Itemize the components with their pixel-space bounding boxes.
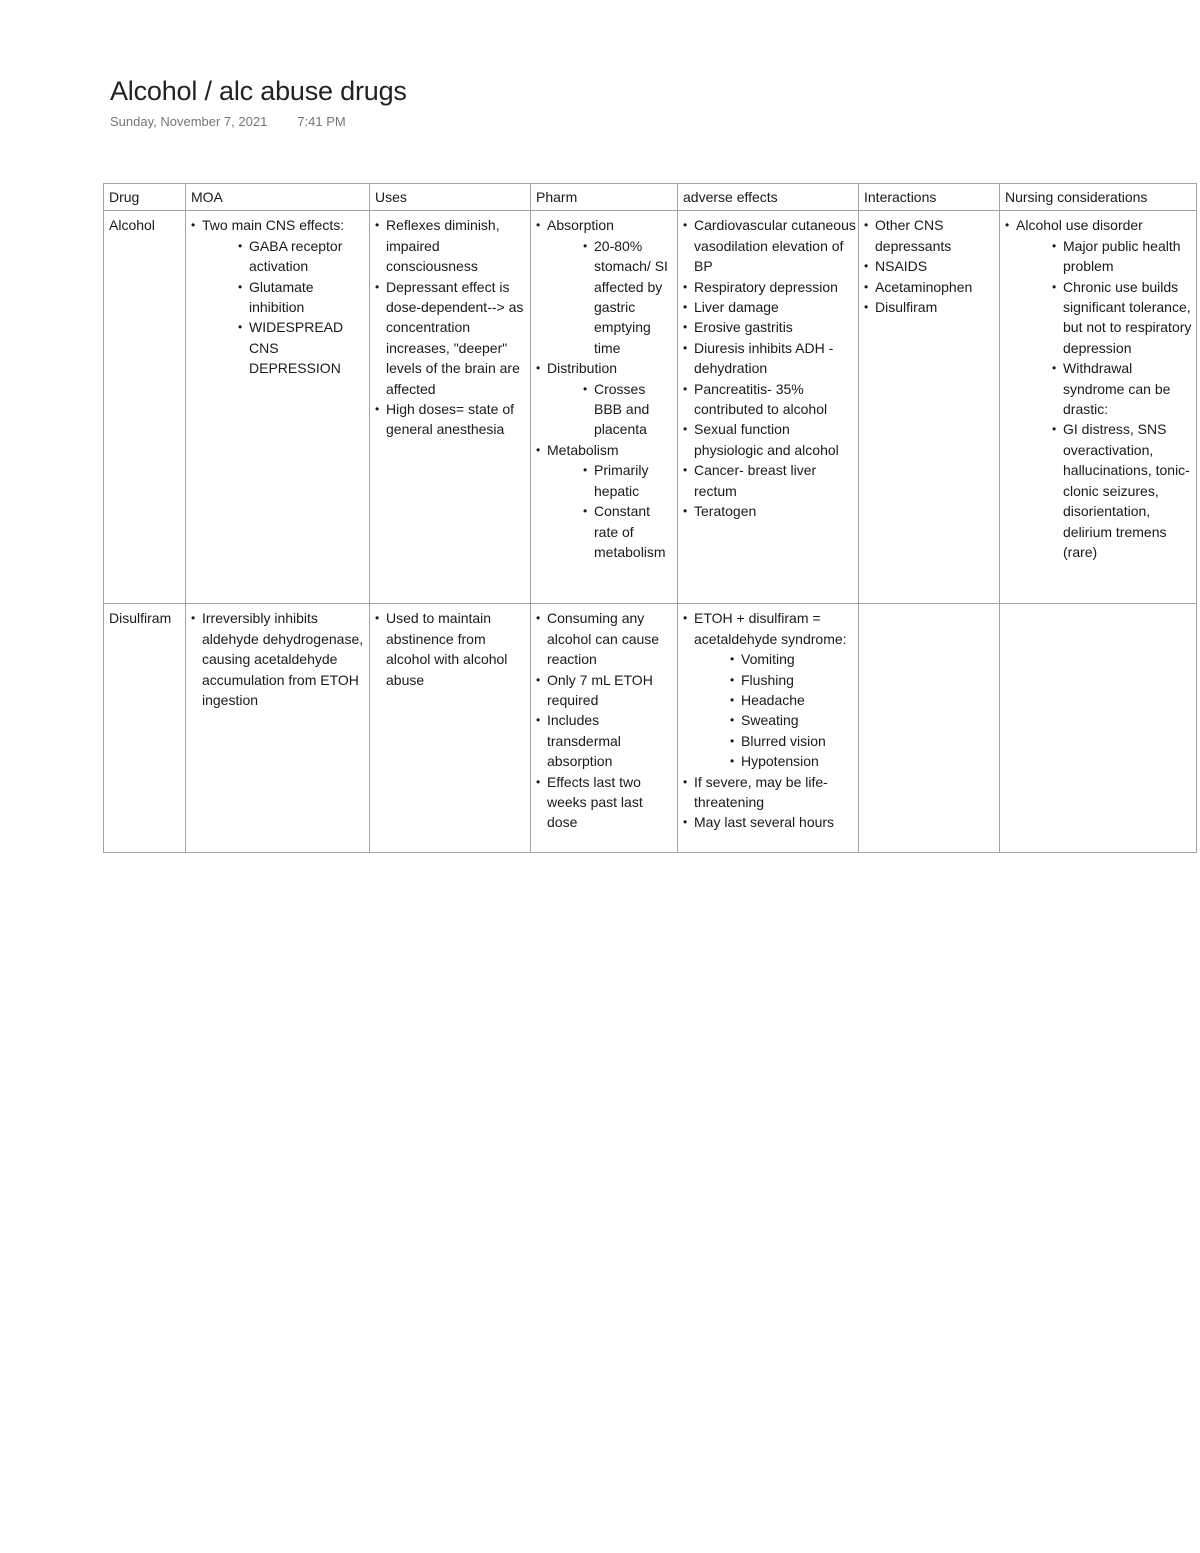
sub-bullet-item: • Crosses BBB and placenta xyxy=(583,379,675,440)
bullet-item xyxy=(536,710,675,771)
table-row xyxy=(104,211,1197,604)
bullet-item xyxy=(536,440,675,562)
table-header-row xyxy=(104,184,1197,211)
bullet-item xyxy=(683,608,856,771)
bullet-item xyxy=(683,379,856,420)
sub-bullet-item: • Vomiting xyxy=(730,649,856,669)
sub-bullet-item: • Constant rate of metabolism xyxy=(583,501,675,562)
bullet-item xyxy=(864,297,997,317)
nursing-cell[interactable] xyxy=(1000,604,1197,853)
sub-bullet-item: • Withdrawal syndrome can be drastic: xyxy=(1052,358,1194,419)
bullet-text: Includes transdermal absorption xyxy=(547,712,621,770)
bullet-list xyxy=(1005,215,1194,562)
bullet-text: NSAIDS xyxy=(875,258,928,275)
bullet-item xyxy=(683,317,856,337)
interactions-cell[interactable] xyxy=(859,604,1000,853)
bullet-item xyxy=(191,608,367,710)
bullet-item xyxy=(864,277,997,297)
bullet-list xyxy=(683,608,856,832)
bullet-text: Erosive gastritis xyxy=(694,319,793,336)
bullet-text: Consuming any alcohol can cause reaction xyxy=(547,610,660,668)
sub-bullet-item: • 20-80% stomach/ SI affected by gastric emptying time xyxy=(583,236,675,358)
sub-bullet-list xyxy=(238,236,367,379)
bullet-text: Diuresis inhibits ADH - dehydration xyxy=(694,339,834,377)
sub-bullet-list xyxy=(730,649,856,771)
bullet-item xyxy=(375,608,528,690)
bullet-text: Depressant effect is dose-dependent--> as concentration increases, "deeper" levels of the brain are affected xyxy=(386,278,524,397)
sub-bullet-item: • Major public health problem xyxy=(1052,236,1194,277)
sub-bullet-list xyxy=(1052,236,1194,563)
sub-bullet-list xyxy=(583,460,675,562)
moa-cell[interactable] xyxy=(186,604,370,853)
sub-bullet-item: • Headache xyxy=(730,690,856,710)
bullet-text: Pancreatitis- 35% contributed to alcohol xyxy=(694,380,828,418)
bullet-list xyxy=(191,215,367,378)
bullet-text: Irreversibly inhibits aldehyde dehydrogenase, causing acetaldehyde accumulation from ETOH ingestion xyxy=(202,610,364,709)
bullet-text: May last several hours xyxy=(694,814,835,831)
sub-bullet-item: • Flushing xyxy=(730,670,856,690)
bullet-text: Acetaminophen xyxy=(875,278,973,295)
sub-bullet-item: • Glutamate inhibition xyxy=(238,277,367,318)
bullet-text: Disulfiram xyxy=(875,299,938,316)
bullet-text: Respiratory depression xyxy=(694,278,838,295)
sub-bullet-item: • Chronic use builds significant tolerance, but not to respiratory depression xyxy=(1052,277,1194,359)
sub-bullet-item: • Blurred vision xyxy=(730,731,856,751)
sub-bullet-item: • Primarily hepatic xyxy=(583,460,675,501)
bullet-item xyxy=(683,812,856,832)
sub-bullet-item: • WIDESPREAD CNS DEPRESSION xyxy=(238,317,367,378)
bullet-text: Alcohol use disorder xyxy=(1016,217,1143,234)
bullet-item xyxy=(1005,215,1194,562)
bullet-item xyxy=(536,608,675,669)
header-cell[interactable]: Interactions xyxy=(859,184,1000,211)
bullet-text: Used to maintain abstinence from alcohol with alcohol abuse xyxy=(386,610,508,688)
drug-table xyxy=(103,183,1197,853)
uses-cell[interactable] xyxy=(370,211,531,604)
bullet-text: Metabolism xyxy=(547,441,619,458)
bullet-item xyxy=(683,277,856,297)
page-time: 7:41 PM xyxy=(297,114,346,129)
sub-bullet-item: • GABA receptor activation xyxy=(238,236,367,277)
bullet-item xyxy=(683,338,856,379)
bullet-list xyxy=(191,608,367,710)
table-row xyxy=(104,604,1197,853)
bullet-text: Reflexes diminish, impaired consciousness xyxy=(386,217,500,275)
bullet-item xyxy=(536,215,675,358)
bullet-text: Only 7 mL ETOH required xyxy=(547,671,653,709)
bullet-item xyxy=(375,277,528,399)
bullet-text: If severe, may be life-threatening xyxy=(694,773,828,811)
bullet-text: Cancer- breast liver rectum xyxy=(694,462,817,499)
bullet-text: High doses= state of general anesthesia xyxy=(386,401,515,438)
bullet-list xyxy=(536,608,675,832)
bullet-item xyxy=(683,215,856,276)
bullet-list xyxy=(375,608,528,690)
drug-cell[interactable]: Disulfiram xyxy=(104,604,186,853)
bullet-item xyxy=(191,215,367,378)
bullet-item xyxy=(683,501,856,521)
bullet-item xyxy=(683,460,856,501)
bullet-item xyxy=(536,670,675,711)
bullet-list xyxy=(375,215,528,439)
uses-cell[interactable] xyxy=(370,604,531,853)
header-cell[interactable]: adverse effects xyxy=(678,184,859,211)
pharm-cell[interactable] xyxy=(531,211,678,604)
page-date: Sunday, November 7, 2021 xyxy=(110,114,268,129)
bullet-item xyxy=(864,215,997,256)
sub-bullet-item: • Hypotension xyxy=(730,751,856,771)
bullet-list xyxy=(683,215,856,521)
bullet-text: Liver damage xyxy=(694,299,779,316)
sub-bullet-item: • GI distress, SNS overactivation, hallucinations, tonic-clonic seizures, disorientation, delirium tremens (rare) xyxy=(1052,419,1194,562)
bullet-list xyxy=(864,215,997,317)
bullet-text: ETOH + disulfiram = acetaldehyde syndrome: xyxy=(694,610,847,647)
header-cell[interactable]: Uses xyxy=(370,184,531,211)
header-cell[interactable]: Drug xyxy=(104,184,186,211)
pharm-cell[interactable] xyxy=(531,604,678,853)
bullet-item xyxy=(864,256,997,276)
bullet-item xyxy=(536,772,675,833)
bullet-text: Other CNS depressants xyxy=(875,217,952,254)
sub-bullet-list xyxy=(583,236,675,358)
bullet-item xyxy=(536,358,675,440)
bullet-text: Teratogen xyxy=(694,503,757,520)
page-timestamp xyxy=(110,114,346,129)
bullet-text: Distribution xyxy=(547,360,618,377)
nursing-cell[interactable] xyxy=(1000,211,1197,604)
header-cell[interactable]: Nursing considerations xyxy=(1000,184,1197,211)
adverse-effects-cell[interactable] xyxy=(678,604,859,853)
bullet-text: Sexual function physiologic and alcohol xyxy=(694,421,839,458)
bullet-text: Effects last two weeks past last dose xyxy=(547,773,643,831)
bullet-text: Absorption xyxy=(547,217,614,234)
bullet-item xyxy=(375,215,528,276)
adverse-effects-cell[interactable] xyxy=(678,211,859,604)
interactions-cell[interactable] xyxy=(859,211,1000,604)
page-title: Alcohol / alc abuse drugs xyxy=(110,76,407,106)
sub-bullet-list xyxy=(583,379,675,440)
bullet-item xyxy=(683,772,856,813)
sub-bullet-item: • Sweating xyxy=(730,710,856,730)
bullet-item xyxy=(375,399,528,440)
bullet-list xyxy=(536,215,675,562)
bullet-text: Two main CNS effects: xyxy=(202,217,345,234)
bullet-item xyxy=(683,419,856,460)
drug-cell[interactable]: Alcohol xyxy=(104,211,186,604)
bullet-item xyxy=(683,297,856,317)
header-cell[interactable]: Pharm xyxy=(531,184,678,211)
header-cell[interactable]: MOA xyxy=(186,184,370,211)
moa-cell[interactable] xyxy=(186,211,370,604)
bullet-text: Cardiovascular cutaneous vasodilation elevation of BP xyxy=(694,217,856,275)
